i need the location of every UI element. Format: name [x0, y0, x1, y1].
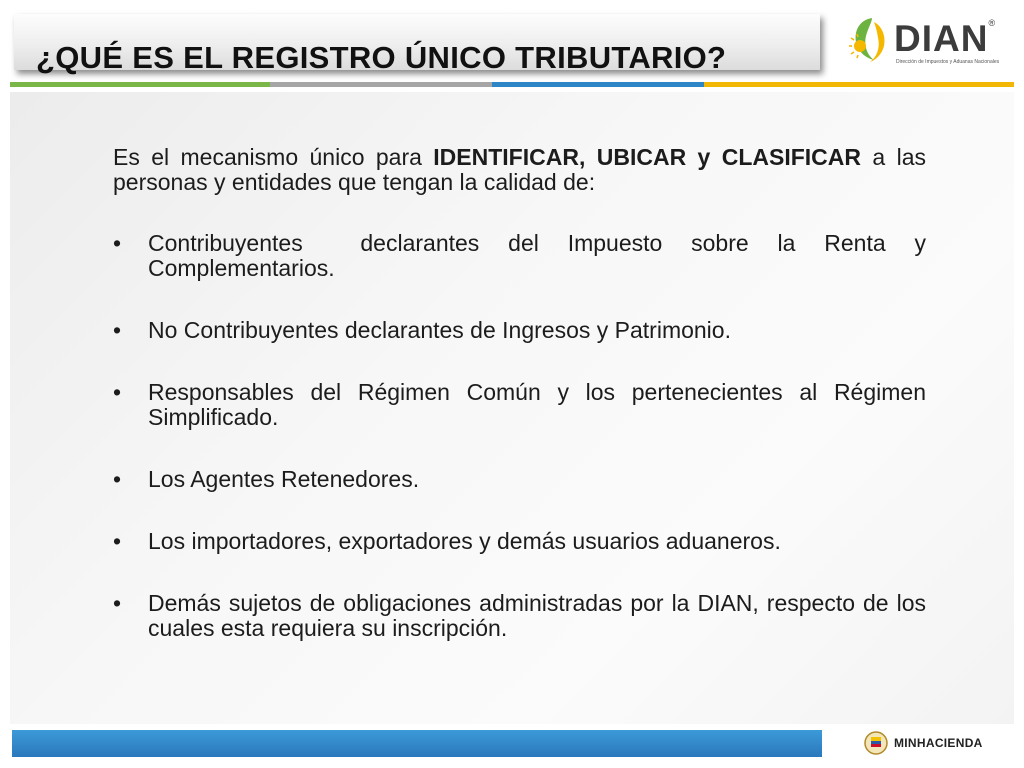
accent-bar-yellow	[704, 82, 1014, 87]
intro-bold-text: IDENTIFICAR, UBICAR y CLASIFICAR	[433, 144, 862, 170]
dian-logo	[846, 12, 1006, 70]
intro-text-after: a las personas y entidades que tengan la calidad de:	[113, 144, 926, 195]
dian-logo-name-text: DIAN	[894, 18, 989, 59]
bullet-list	[113, 230, 933, 641]
list-item-text: Responsables del Régimen Común y los pertenecientes al Régimen Simplificado.	[148, 379, 926, 430]
list-item-text: Contribuyentes declarantes del Impuesto sobre la Renta y Complementarios.	[148, 230, 933, 281]
colombia-seal-icon	[862, 729, 890, 757]
slide-content	[113, 144, 933, 678]
dian-logo-name	[894, 18, 996, 60]
list-item-text: Demás sujetos de obligaciones administradas por la DIAN, respecto de los cuales esta requiera su inscripción.	[148, 590, 926, 641]
bullet-icon: •	[113, 466, 122, 492]
dian-logo-subtitle: Dirección de Impuestos y Aduanas Nacionales	[896, 59, 1000, 65]
intro-paragraph	[113, 145, 926, 195]
list-item-text: No Contribuyentes declarantes de Ingresos y Patrimonio.	[148, 317, 731, 343]
list-item	[113, 591, 926, 641]
title-box	[14, 14, 820, 75]
accent-bar-blue	[492, 82, 704, 87]
bullet-icon: •	[113, 379, 122, 405]
dian-reg-mark: ®	[988, 18, 997, 28]
accent-bar-green	[10, 82, 270, 87]
list-item-text: Los importadores, exportadores y demás usuarios aduaneros.	[148, 528, 781, 554]
bullet-icon: •	[113, 317, 122, 343]
bullet-icon: •	[113, 230, 122, 256]
accent-bar-gray	[270, 82, 492, 87]
footer-bar	[12, 730, 822, 757]
list-item-text: Los Agentes Retenedores.	[148, 466, 420, 492]
list-item	[113, 230, 933, 281]
list-item	[113, 467, 926, 492]
ministry-logo	[856, 726, 992, 760]
intro-text-before: Es el mecanismo único para	[113, 144, 434, 170]
bullet-icon: •	[113, 528, 122, 554]
dian-sun-logo-icon	[846, 16, 892, 66]
list-item	[113, 380, 926, 430]
ministry-name: MINHACIENDA	[894, 736, 983, 750]
bullet-icon: •	[113, 590, 122, 616]
list-item	[113, 318, 926, 343]
list-item	[113, 529, 926, 554]
slide-title: ¿QUÉ ES EL REGISTRO ÚNICO TRIBUTARIO?	[36, 40, 727, 75]
